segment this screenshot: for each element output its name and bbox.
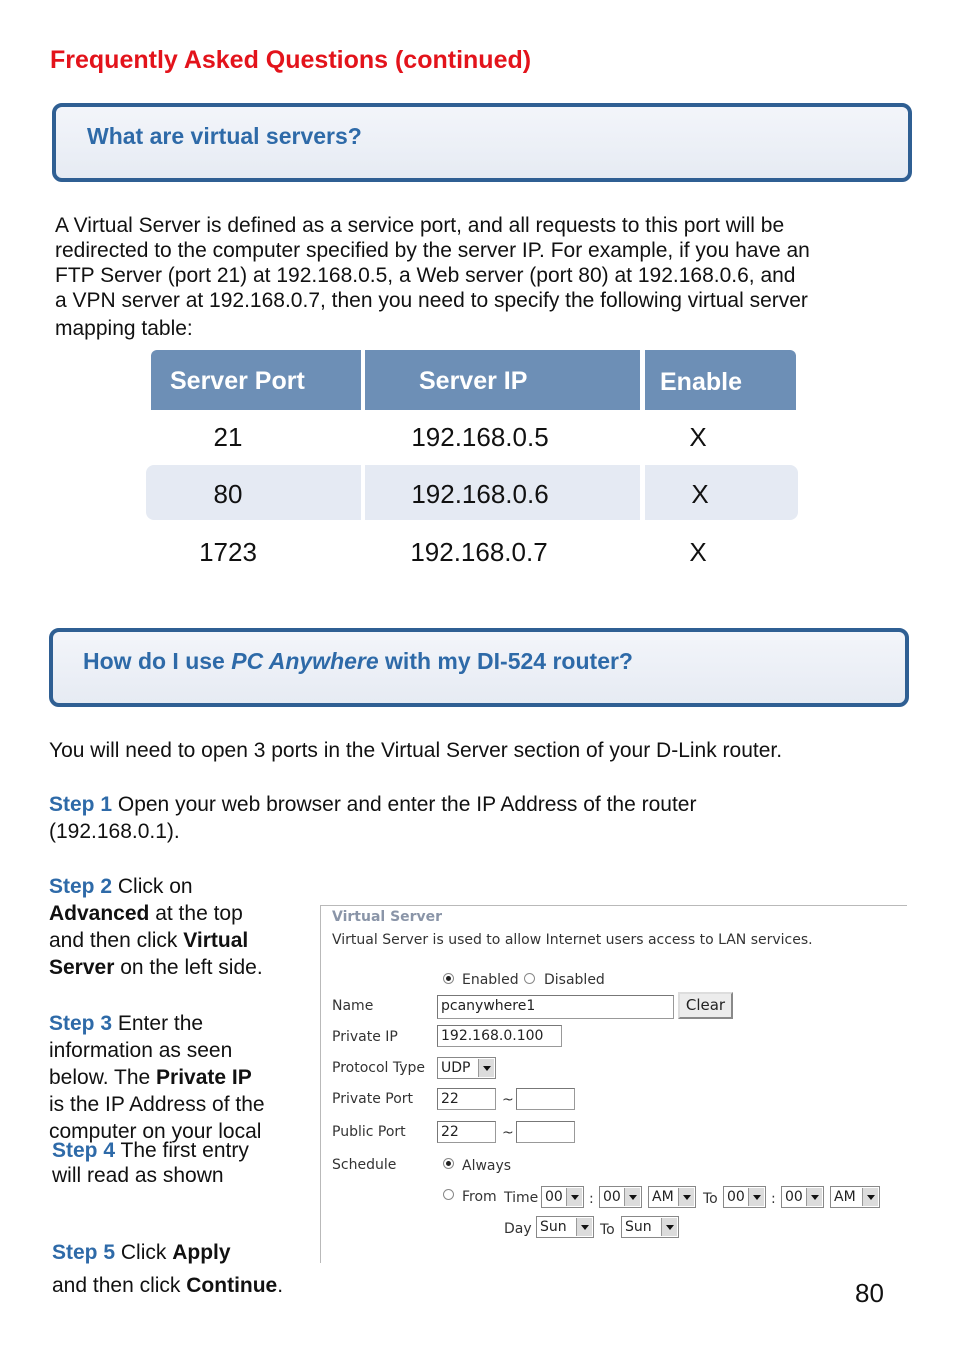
chevron-down-icon <box>862 1188 878 1206</box>
chevron-down-icon <box>566 1188 582 1206</box>
from-ampm-select[interactable] <box>648 1186 696 1208</box>
step-text: . <box>277 1274 284 1297</box>
page-number: 80 <box>855 1278 884 1308</box>
chevron-down-icon <box>678 1188 694 1206</box>
protocol-type-select[interactable] <box>437 1057 496 1079</box>
private-port-label: Private Port <box>332 1091 414 1107</box>
step-bold: Advanced <box>49 902 150 925</box>
private-ip-label: Private IP <box>332 1029 398 1045</box>
day-value: Sun <box>540 1219 567 1235</box>
faq2-intro: You will need to open 3 ports in the Virtual Server section of your D-Link router. <box>49 739 783 762</box>
step-bold: Continue <box>186 1274 278 1297</box>
cell-port: 80 <box>213 479 243 509</box>
private-port-start-input[interactable]: 22 <box>437 1088 496 1110</box>
faq-question-virtual-servers: What are virtual servers? <box>87 123 362 149</box>
name-input[interactable]: pcanywhere1 <box>437 995 674 1019</box>
chevron-down-icon <box>806 1188 822 1206</box>
step-5 <box>52 1240 352 1265</box>
faq-question-box <box>49 628 909 707</box>
step-text: will read as shown <box>52 1164 224 1187</box>
clear-button[interactable]: Clear <box>678 992 733 1019</box>
cell-port: 21 <box>213 422 243 452</box>
cell-ip: 192.168.0.6 <box>411 479 549 509</box>
step-4 <box>52 1138 322 1188</box>
step-text: Open your web browser and enter the IP Address of the router <box>112 793 697 816</box>
chevron-down-icon <box>624 1188 640 1206</box>
always-radio[interactable] <box>443 1158 454 1169</box>
public-port-end-input[interactable] <box>516 1121 575 1143</box>
step-text: (192.168.0.1). <box>49 820 180 843</box>
step-bold: Apply <box>172 1241 231 1264</box>
range-tilde: ~ <box>502 1125 514 1141</box>
step-text: below. The <box>49 1066 157 1089</box>
day-value: Sun <box>625 1219 652 1235</box>
faq-answer <box>55 213 915 341</box>
step-text: The first entry <box>115 1139 249 1162</box>
table-header-enable: Enable <box>645 350 796 410</box>
ampm-value: AM <box>652 1189 674 1205</box>
step-5-continued <box>52 1273 283 1298</box>
cell-port: 1723 <box>199 537 257 567</box>
step-bold: Private IP <box>156 1066 252 1089</box>
step-1 <box>49 791 909 845</box>
time-colon: : <box>771 1191 776 1207</box>
disabled-radio[interactable] <box>524 973 535 984</box>
step-label: Step 1 <box>49 793 113 816</box>
step-text: on the left side. <box>114 956 263 979</box>
to-ampm-select[interactable] <box>830 1186 880 1208</box>
step-text: computer on your local <box>49 1120 262 1143</box>
virtual-server-screenshot <box>320 905 907 1263</box>
step-text: Click <box>115 1241 173 1264</box>
hour-value: 00 <box>545 1189 563 1205</box>
from-label: From <box>462 1189 497 1205</box>
step-text: information as seen <box>49 1039 233 1062</box>
hour-value: 00 <box>727 1189 745 1205</box>
cell-enable: X <box>689 422 707 452</box>
answer-line: a VPN server at 192.168.0.7, then you need to specify the following virtual server <box>55 289 808 312</box>
step-text: and then click <box>49 929 184 952</box>
answer-line: redirected to the computer specified by the server IP. For example, if you have an <box>55 239 810 262</box>
name-label: Name <box>332 998 374 1014</box>
question-emphasis: PC Anywhere <box>231 648 379 674</box>
step-text: Enter the <box>112 1012 204 1035</box>
public-port-start-input[interactable]: 22 <box>437 1121 496 1143</box>
question-part: How do I use <box>83 648 232 674</box>
form-description: Virtual Server is used to allow Internet users access to LAN services. <box>332 932 813 948</box>
page-heading: Frequently Asked Questions (continued) <box>50 46 532 74</box>
step-2 <box>49 873 319 981</box>
step-label: Step 3 <box>49 1012 113 1035</box>
table-header-server-ip: Server IP <box>365 350 640 410</box>
schedule-label: Schedule <box>332 1157 397 1173</box>
step-label: Step 2 <box>49 875 113 898</box>
day-label: Day <box>504 1221 532 1237</box>
answer-line: FTP Server (port 21) at 192.168.0.5, a Web server (port 80) at 192.168.0.6, and <box>55 264 796 287</box>
from-day-select[interactable] <box>536 1216 594 1238</box>
faq-question-pc-anywhere <box>83 648 633 675</box>
time-colon: : <box>589 1191 594 1207</box>
private-port-end-input[interactable] <box>516 1088 575 1110</box>
protocol-value: UDP <box>441 1060 471 1076</box>
chevron-down-icon <box>661 1218 677 1236</box>
faq-question-box <box>52 103 912 182</box>
to-day-select[interactable] <box>621 1216 679 1238</box>
chevron-down-icon <box>576 1218 592 1236</box>
cell-enable: X <box>689 537 707 567</box>
from-hour-select[interactable] <box>541 1186 584 1208</box>
to-label: To <box>703 1191 718 1207</box>
step-text: is the IP Address of the <box>49 1093 265 1116</box>
to-label: To <box>600 1222 615 1238</box>
private-ip-input[interactable]: 192.168.0.100 <box>437 1025 562 1047</box>
from-radio[interactable] <box>443 1189 454 1200</box>
minute-value: 00 <box>785 1189 803 1205</box>
enabled-radio[interactable] <box>443 973 454 984</box>
disabled-label: Disabled <box>544 972 605 988</box>
step-text: and then click <box>52 1274 187 1297</box>
to-minute-select[interactable] <box>781 1186 824 1208</box>
cell-enable: X <box>691 479 709 509</box>
protocol-type-label: Protocol Type <box>332 1060 426 1076</box>
step-label: Step 5 <box>52 1241 116 1264</box>
minute-value: 00 <box>603 1189 621 1205</box>
time-label: Time <box>504 1190 539 1206</box>
cell-ip: 192.168.0.7 <box>410 537 548 567</box>
cell-ip: 192.168.0.5 <box>411 422 549 452</box>
chevron-down-icon <box>478 1059 494 1077</box>
step-text: Click on <box>112 875 193 898</box>
answer-line: A Virtual Server is defined as a service port, and all requests to this port will be <box>55 214 785 237</box>
public-port-label: Public Port <box>332 1124 406 1140</box>
step-label: Step 4 <box>52 1139 116 1162</box>
question-part: with my DI-524 router? <box>378 648 633 674</box>
form-title: Virtual Server <box>332 909 443 925</box>
to-hour-select[interactable] <box>723 1186 766 1208</box>
always-label: Always <box>462 1158 512 1174</box>
step-3 <box>49 1010 319 1145</box>
step-text: at the top <box>149 902 243 925</box>
enabled-label: Enabled <box>462 972 519 988</box>
chevron-down-icon <box>748 1188 764 1206</box>
range-tilde: ~ <box>502 1092 514 1108</box>
step-bold: Virtual <box>183 929 249 952</box>
answer-line: mapping table: <box>55 317 193 340</box>
step-bold: Server <box>49 956 115 979</box>
table-header-server-port: Server Port <box>151 350 361 410</box>
from-minute-select[interactable] <box>599 1186 642 1208</box>
ampm-value: AM <box>834 1189 856 1205</box>
